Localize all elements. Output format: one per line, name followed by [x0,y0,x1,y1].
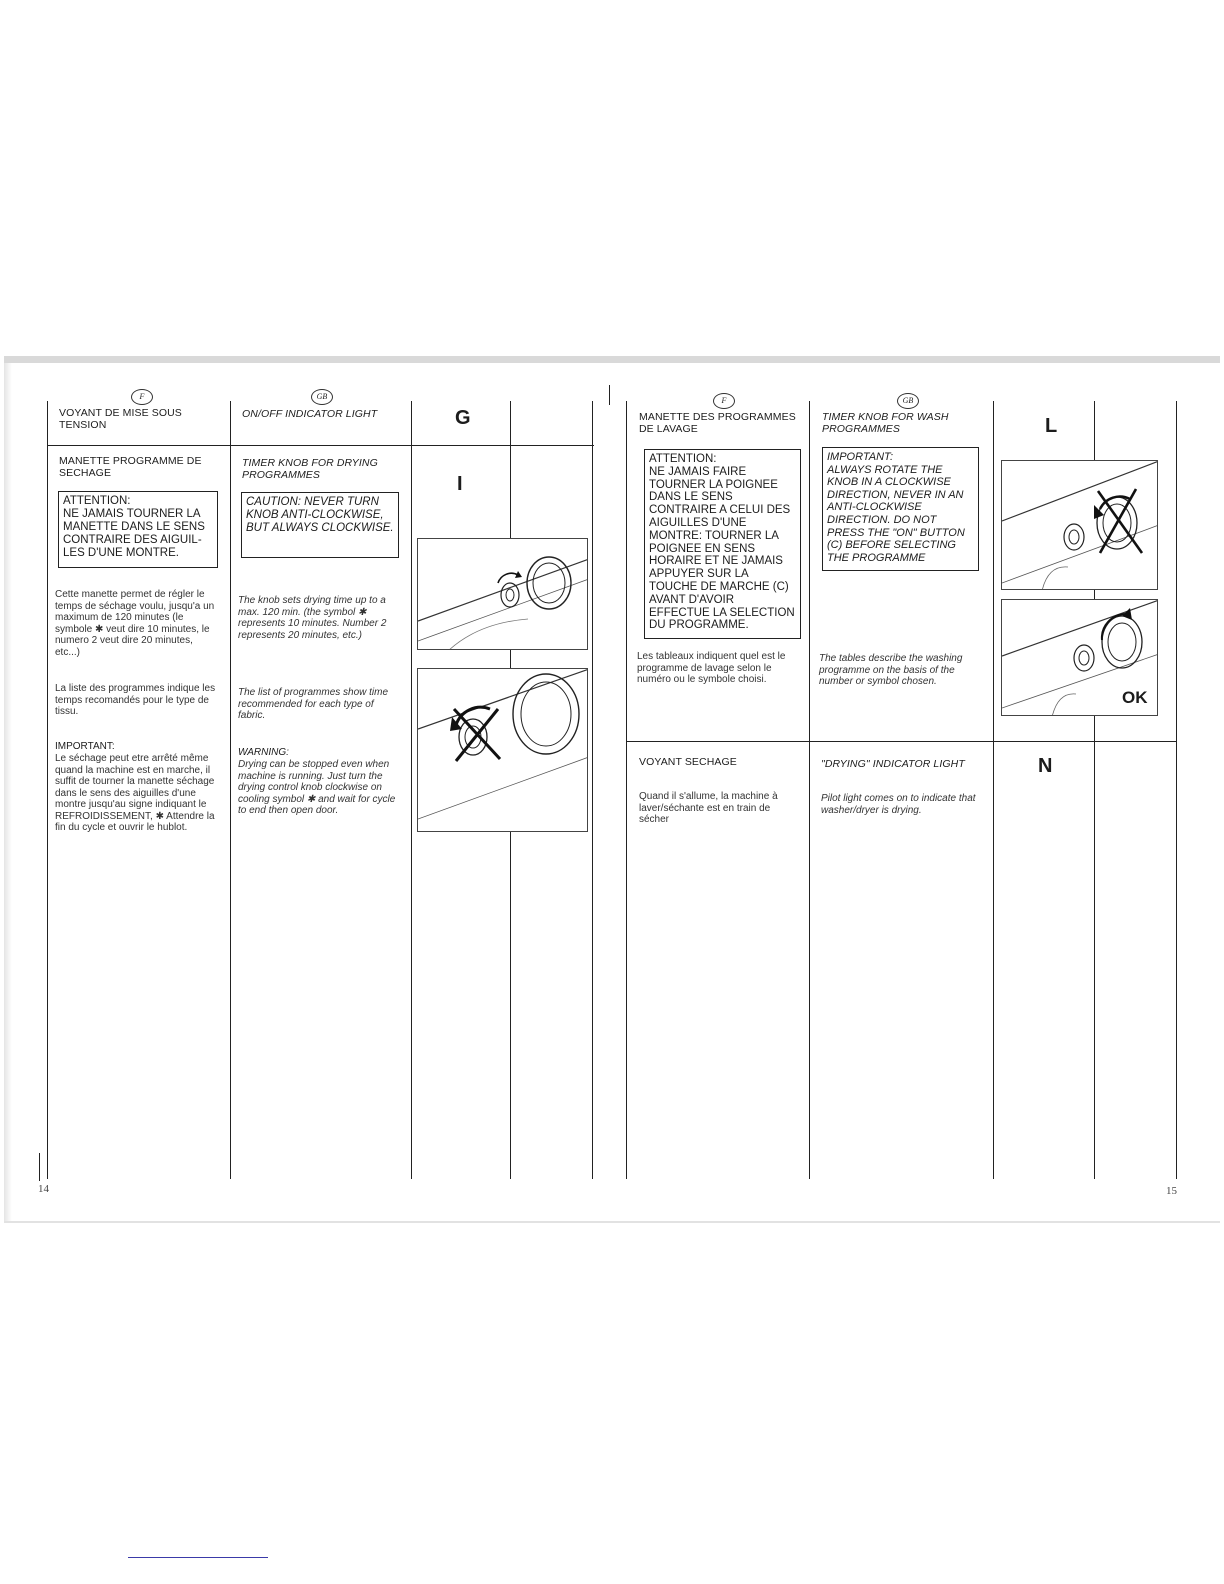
right-col-line-1 [626,401,627,1179]
gb-drying-light-text: Pilot light comes on to indicate that washer/dryer is drying. [821,793,976,816]
english-language-badge-right: GB [897,393,919,409]
gb-programme-list-text: The list of programmes show time recommended for each type of fabric. [238,687,389,721]
gb-important-box-wash: IMPORTANT: ALWAYS ROTATE THE KNOB IN A CLOCKWISE DIRECTION, NEVER IN AN ANTI-CLOCKWISE DIRECTION. DO NOT PRESS THE "ON" BUTTON (C) BEFORE SELECTING THE PROGRAMME [822,447,979,571]
letter-n: N [1038,755,1053,777]
gb-heading-drying-light: "DRYING" INDICATOR LIGHT [821,758,965,770]
letter-l: L [1045,415,1058,437]
right-col-line-5 [1176,401,1177,1179]
fr-heading-drying-light: VOYANT SECHAGE [639,756,737,768]
left-col-line-5 [592,401,593,1179]
gb-heading-power-light: ON/OFF INDICATOR LIGHT [242,408,378,420]
fr-attention-box-wash: ATTENTION: NE JAMAIS FAIRE TOURNER LA POIGNEE DANS LE SENS CONTRAIRE A CELUI DES AIGUILLES D'UNE MONTRE: TOURNER LA POIGNEE EN SENS HORAIRE ET NE JAMAIS APPUYER SUR LA TOUCHE DE MARCHE (C) AVANT D'AVOIR EFFECTUE LA SELECTION DU PROGRAMME. [644,449,801,639]
french-language-badge: F [131,389,153,405]
page-number-left: 14 [38,1183,49,1195]
wash-knob-prohibited-icon [1001,460,1158,590]
fr-heading-power-light: VOYANT DE MISE SOUS TENSION [59,407,182,431]
left-row-divider [47,445,594,446]
fr-programme-list-text: La liste des programmes indique les temps recomandés pour le type de tissu. [55,683,216,717]
fr-heading-wash-knob: MANETTE DES PROGRAMMES DE LAVAGE [639,411,796,435]
right-row-divider [626,741,1176,742]
ok-label: OK [1122,688,1148,707]
french-language-badge-right: F [713,393,735,409]
gb-heading-drying-knob: TIMER KNOB FOR DRYING PROGRAMMES [242,457,378,481]
fr-drying-knob-text: Cette manette permet de régler le temps de séchage voulu, jusqu'a un maximum de 120 minutes (le symbole ✱ veut dire 10 minutes, le numero 2 veut dire 20 minutes, etc...) [55,589,215,658]
left-page-edge [39,1153,40,1181]
gb-drying-knob-text: The knob sets drying time up to a max. 120 min. (the symbol ✱ represents 10 minutes. Number 2 represents 20 minutes, etc.) [238,595,387,641]
blue-underline-mark [128,1557,268,1558]
letter-g: G [455,407,471,429]
gb-warning-text: Drying can be stopped even when machine is running. Just turn the drying control knob clockwise on cooling symbol ✱ and wait for cycle to end then open door. [238,759,396,816]
fr-heading-drying-knob: MANETTE PROGRAMME DE SECHAGE [59,455,202,479]
page-number-right: 15 [1166,1185,1177,1197]
left-col-line-1 [47,401,48,1179]
spine-line [609,385,610,405]
scanned-spread [4,356,1220,1223]
fr-important-text: Le séchage peut etre arrêté même quand la machine est en marche, il suffit de tourner la manette séchage dans le sens des aiguilles d'une montre jusqu'au signe indiquant le REFROIDISSEMENT, ✱ Attendre la fin du cycle et ouvrir le hublot. [55,753,215,833]
gb-wash-table-text: The tables describe the washing programme on the basis of the number or symbol chosen. [819,653,963,687]
gb-warning-title: WARNING: [238,747,289,758]
left-col-line-2 [230,401,231,1179]
page-edge-shadow [4,363,12,1221]
fr-wash-table-text: Les tableaux indiquent quel est le programme de lavage selon le numéro ou le symbole choisi. [637,651,786,685]
right-col-line-3 [993,401,994,1179]
knob-diagram-icon [417,538,588,650]
fr-important-title: IMPORTANT: [55,741,115,752]
prohibited-cross-icon [417,668,588,832]
left-col-line-3 [411,401,412,1179]
right-col-line-2 [809,401,810,1179]
gb-caution-box: CAUTION: NEVER TURN KNOB ANTI-CLOCKWISE, BUT ALWAYS CLOCKWISE. [241,492,399,558]
fr-attention-box: ATTENTION: NE JAMAIS TOURNER LA MANETTE DANS LE SENS CONTRAIRE DES AIGUIL-LES D'UNE MONTRE. [58,491,218,568]
gb-heading-wash-knob: TIMER KNOB FOR WASH PROGRAMMES [822,411,949,435]
english-language-badge: GB [311,389,333,405]
letter-i: I [457,473,463,495]
fr-drying-light-text: Quand il s'allume, la machine à laver/séchante est en train de sécher [639,791,778,825]
